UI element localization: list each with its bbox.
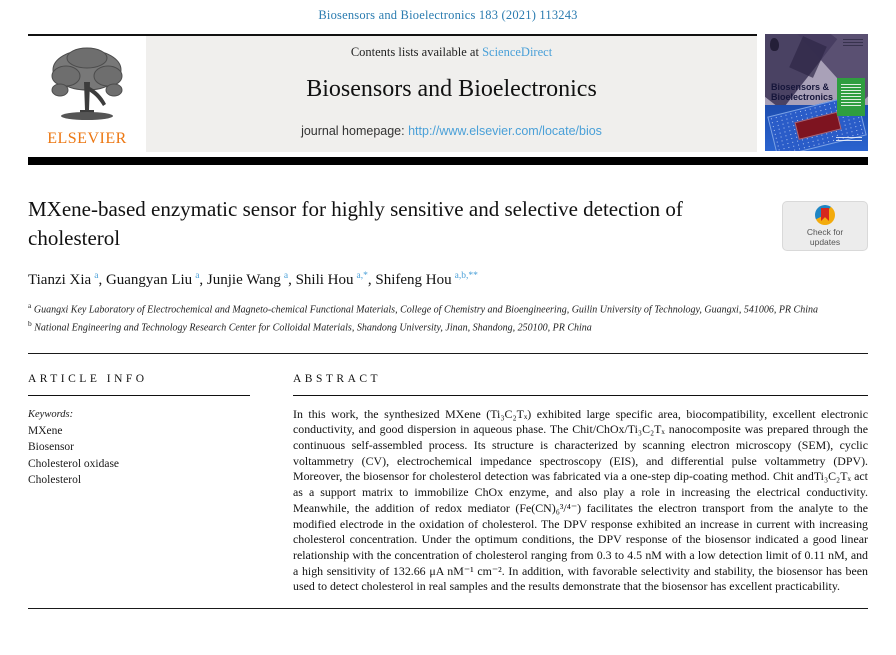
homepage-link[interactable]: http://www.elsevier.com/locate/bios	[408, 124, 602, 138]
check-for-updates-button[interactable]	[782, 201, 868, 251]
info-abstract-columns	[28, 373, 868, 595]
keyword: Biosensor	[28, 441, 74, 454]
author: Tianzi Xia $^a$,	[28, 271, 106, 288]
contents-line	[146, 45, 757, 60]
masthead	[28, 34, 868, 152]
affiliation: $^b$ National Engineering and Technology Research Center for Colloidal Materials, Shandong University, Jinan, Shandong, 250100, PR China	[28, 318, 592, 334]
article-info-column	[28, 373, 250, 595]
keyword: MXene	[28, 424, 63, 437]
elsevier-wordmark: ELSEVIER	[47, 130, 127, 147]
cover-chip-red-area	[794, 112, 841, 140]
masthead-main	[28, 34, 757, 152]
keyword: Cholesterol	[28, 474, 82, 487]
abstract-rule	[293, 395, 868, 396]
journal-name: Biosensors and Bioelectronics	[306, 76, 597, 102]
homepage-line	[146, 124, 757, 138]
author: Junjie Wang $^a$,	[206, 271, 296, 288]
title-row	[28, 195, 868, 253]
crossmark-badge-wrap	[782, 195, 868, 253]
page-bottom-rule	[28, 608, 868, 609]
author: Shifeng Hou $^{a,b,**}$	[375, 271, 478, 288]
journal-cover-thumbnail[interactable]	[765, 34, 868, 151]
keywords-label: Keywords:	[28, 408, 74, 420]
author: Guangyan Liu $^a$,	[105, 271, 207, 288]
abstract-text: In this work, the synthesized MXene (Ti₃C₂Tₓ) exhibited large specific area, biocompatibility, excellent electronic conductivity, and good dispersion in aqueous phase. The Chit/ChOx/Ti₃C₂Tₓ nanocomposite was prepared through the continuous self-assembled process. Its structure is characterized by scanning electron microscopy (SEM), cyclic voltammetry (CV), electrochemical impedance spectroscopy (EIS), and differential pulse voltammetry (DPV). Moreover, the biosensor for cholesterol detection was fabricated via a one-step dip-coating method. Chit andTi₃C₂Tₓ act as a support matrix to immobilize ChOx enzyme, and also play a role in increasing the electrical conductivity. Meanwhile, the addition of redox mediator (Fe(CN)₆³/⁴⁻) facilitates the electron transport from the analyte to the modified electrode in the oxidation of cholesterol. The DPV response exhibited an increase in current with increasing cholesterol concentration. Under the optimum conditions, the DPV response of the biosensor indicated a good linear relationship with the concentration of cholesterol ranging from 0.3 to 4.5 nM with a low detection limit of 0.11 nM, and a high sensitivity of 132.66 μA nM⁻¹ cm⁻². In addition, with favorable selectivity and stability, the biosensor has been used to detect cholesterol in real samples and the results demonstrate that the biosensor has excellent practicability.	[293, 406, 868, 594]
author: Shili Hou $^{a,*}$,	[295, 271, 376, 288]
crossmark-bookmark-icon	[821, 208, 829, 221]
abstract-heading: ABSTRACT	[293, 372, 382, 385]
cover-elsevier-mark-icon	[770, 38, 779, 51]
crossmark-icon	[815, 205, 835, 225]
masthead-divider-bar	[28, 157, 868, 165]
paper-first-page	[28, 0, 868, 609]
article-info-rule	[28, 395, 250, 396]
cover-journal-title: Biosensors & Bioelectronics	[771, 82, 834, 102]
author-affil-mark: a	[195, 271, 200, 281]
elsevier-logo	[28, 36, 146, 152]
elsevier-tree-icon	[48, 44, 126, 128]
cover-top-text-lines	[843, 39, 863, 47]
sciencedirect-link[interactable]: ScienceDirect	[482, 45, 553, 59]
author-affil-mark: a,b,**	[454, 271, 478, 281]
abstract-column	[293, 373, 868, 595]
affiliations	[28, 299, 868, 335]
author-affil-mark: a	[94, 271, 99, 281]
affiliation: $^a$ Guangxi Key Laboratory of Electrochemical and Magneto-chemical Functional Materials, College of Chemistry and Bioengineering, Guilin University of Technology, Guangxi, 541006, PR China	[28, 301, 818, 316]
journal-citation: Biosensors and Bioelectronics 183 (2021) 113243	[318, 8, 578, 22]
article-title: MXene-based enzymatic sensor for highly sensitive and selective detection of cholesterol	[28, 197, 683, 250]
keyword: Cholesterol oxidase	[28, 457, 120, 470]
article-info-heading: ARTICLE INFO	[28, 372, 148, 385]
section-divider	[28, 353, 868, 354]
journal-banner	[146, 36, 757, 152]
author-affil-mark: a	[283, 271, 289, 281]
homepage-label: journal homepage:	[301, 124, 409, 138]
author-list	[28, 271, 868, 289]
author-affil-mark: a,*	[356, 271, 368, 281]
contents-text: Contents lists available at	[350, 45, 483, 59]
cover-green-panel	[837, 78, 865, 116]
crossmark-label: Check for updates	[806, 227, 844, 247]
cover-bottom-text-lines	[836, 137, 862, 143]
